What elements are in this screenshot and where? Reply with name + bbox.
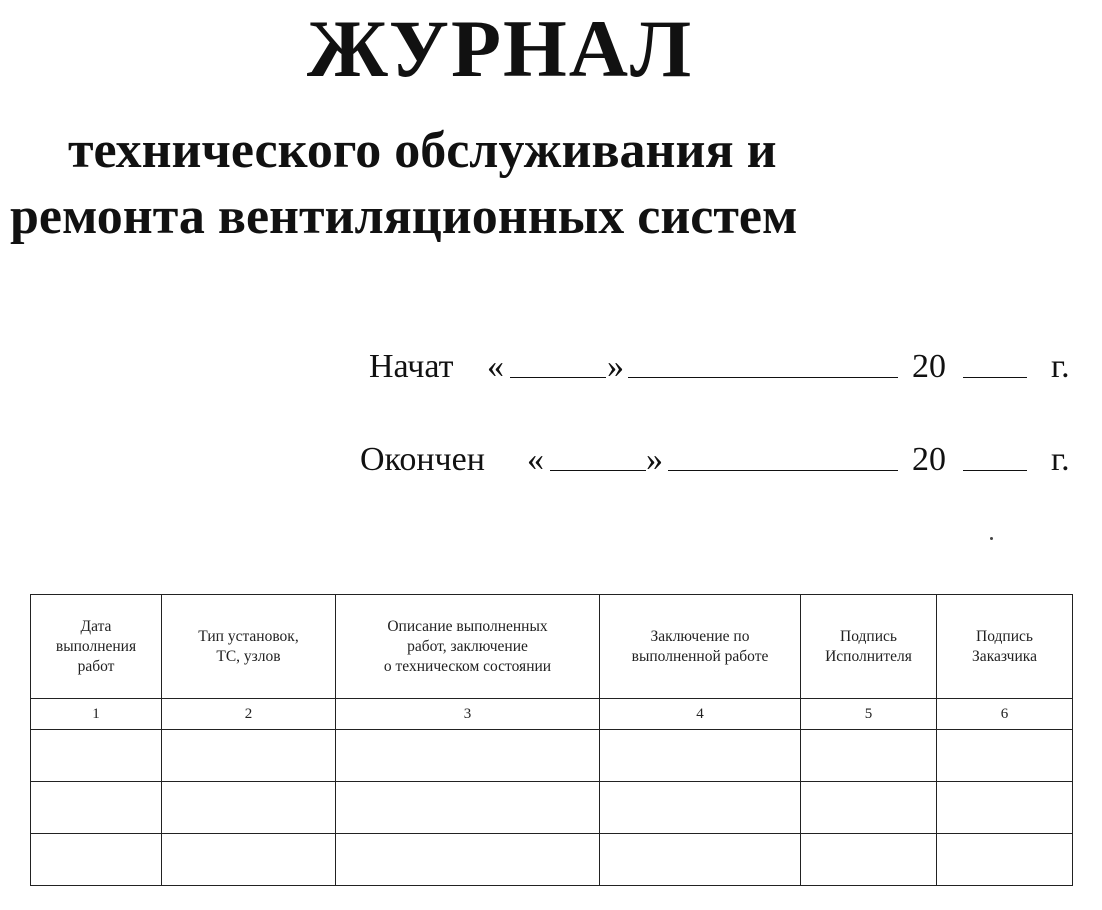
table-header-row bbox=[31, 595, 1073, 699]
journal-subtitle bbox=[10, 118, 990, 250]
end-month-field[interactable] bbox=[668, 440, 898, 471]
subtitle-line-2: ремонта вентиляционных систем bbox=[10, 188, 798, 245]
column-number: 4 bbox=[600, 699, 801, 730]
end-year-suffix: г. bbox=[1051, 441, 1070, 478]
start-year-prefix: 20 bbox=[912, 348, 946, 385]
column-number-row bbox=[31, 699, 1073, 730]
header-customer-signature: Подпись Заказчика bbox=[937, 595, 1073, 699]
table-cell[interactable] bbox=[31, 782, 162, 834]
table-cell[interactable] bbox=[162, 782, 336, 834]
scan-speck bbox=[990, 537, 993, 540]
start-day-field[interactable] bbox=[510, 347, 606, 378]
table-row bbox=[31, 730, 1073, 782]
table-row bbox=[31, 834, 1073, 886]
table-cell[interactable] bbox=[937, 834, 1073, 886]
end-day-field[interactable] bbox=[550, 440, 646, 471]
table-cell[interactable] bbox=[937, 730, 1073, 782]
header-work-description: Описание выполненных работ, заключение о техническом состоянии bbox=[336, 595, 600, 699]
header-work-date: Дата выполнения работ bbox=[31, 595, 162, 699]
start-month-field[interactable] bbox=[628, 347, 898, 378]
table-cell[interactable] bbox=[336, 782, 600, 834]
end-year-prefix: 20 bbox=[912, 441, 946, 478]
start-year-field[interactable] bbox=[963, 347, 1027, 378]
header-unit-type: Тип установок, ТС, узлов bbox=[162, 595, 336, 699]
column-number: 3 bbox=[336, 699, 600, 730]
maintenance-log-table bbox=[30, 594, 1073, 886]
table-cell[interactable] bbox=[600, 730, 801, 782]
table-cell[interactable] bbox=[162, 834, 336, 886]
table-cell[interactable] bbox=[31, 834, 162, 886]
table-row bbox=[31, 782, 1073, 834]
end-year-field[interactable] bbox=[963, 440, 1027, 471]
start-year-suffix: г. bbox=[1051, 348, 1070, 385]
start-label: Начат bbox=[369, 348, 454, 385]
column-number: 1 bbox=[31, 699, 162, 730]
start-close-quote: » bbox=[607, 348, 624, 385]
table-cell[interactable] bbox=[336, 730, 600, 782]
table-cell[interactable] bbox=[600, 782, 801, 834]
column-number: 6 bbox=[937, 699, 1073, 730]
column-number: 5 bbox=[801, 699, 937, 730]
table-cell[interactable] bbox=[937, 782, 1073, 834]
table-cell[interactable] bbox=[336, 834, 600, 886]
subtitle-line-1: технического обслуживания и bbox=[68, 122, 777, 179]
end-close-quote: » bbox=[646, 441, 663, 478]
column-number: 2 bbox=[162, 699, 336, 730]
table-cell[interactable] bbox=[801, 782, 937, 834]
header-executor-signature: Подпись Исполнителя bbox=[801, 595, 937, 699]
table-cell[interactable] bbox=[162, 730, 336, 782]
header-work-conclusion: Заключение по выполненной работе bbox=[600, 595, 801, 699]
end-label: Окончен bbox=[360, 441, 485, 478]
end-open-quote: « bbox=[527, 441, 544, 478]
start-open-quote: « bbox=[487, 348, 504, 385]
table-cell[interactable] bbox=[31, 730, 162, 782]
table-cell[interactable] bbox=[801, 730, 937, 782]
journal-title: ЖУРНАЛ bbox=[306, 3, 694, 94]
table-cell[interactable] bbox=[801, 834, 937, 886]
table-cell[interactable] bbox=[600, 834, 801, 886]
